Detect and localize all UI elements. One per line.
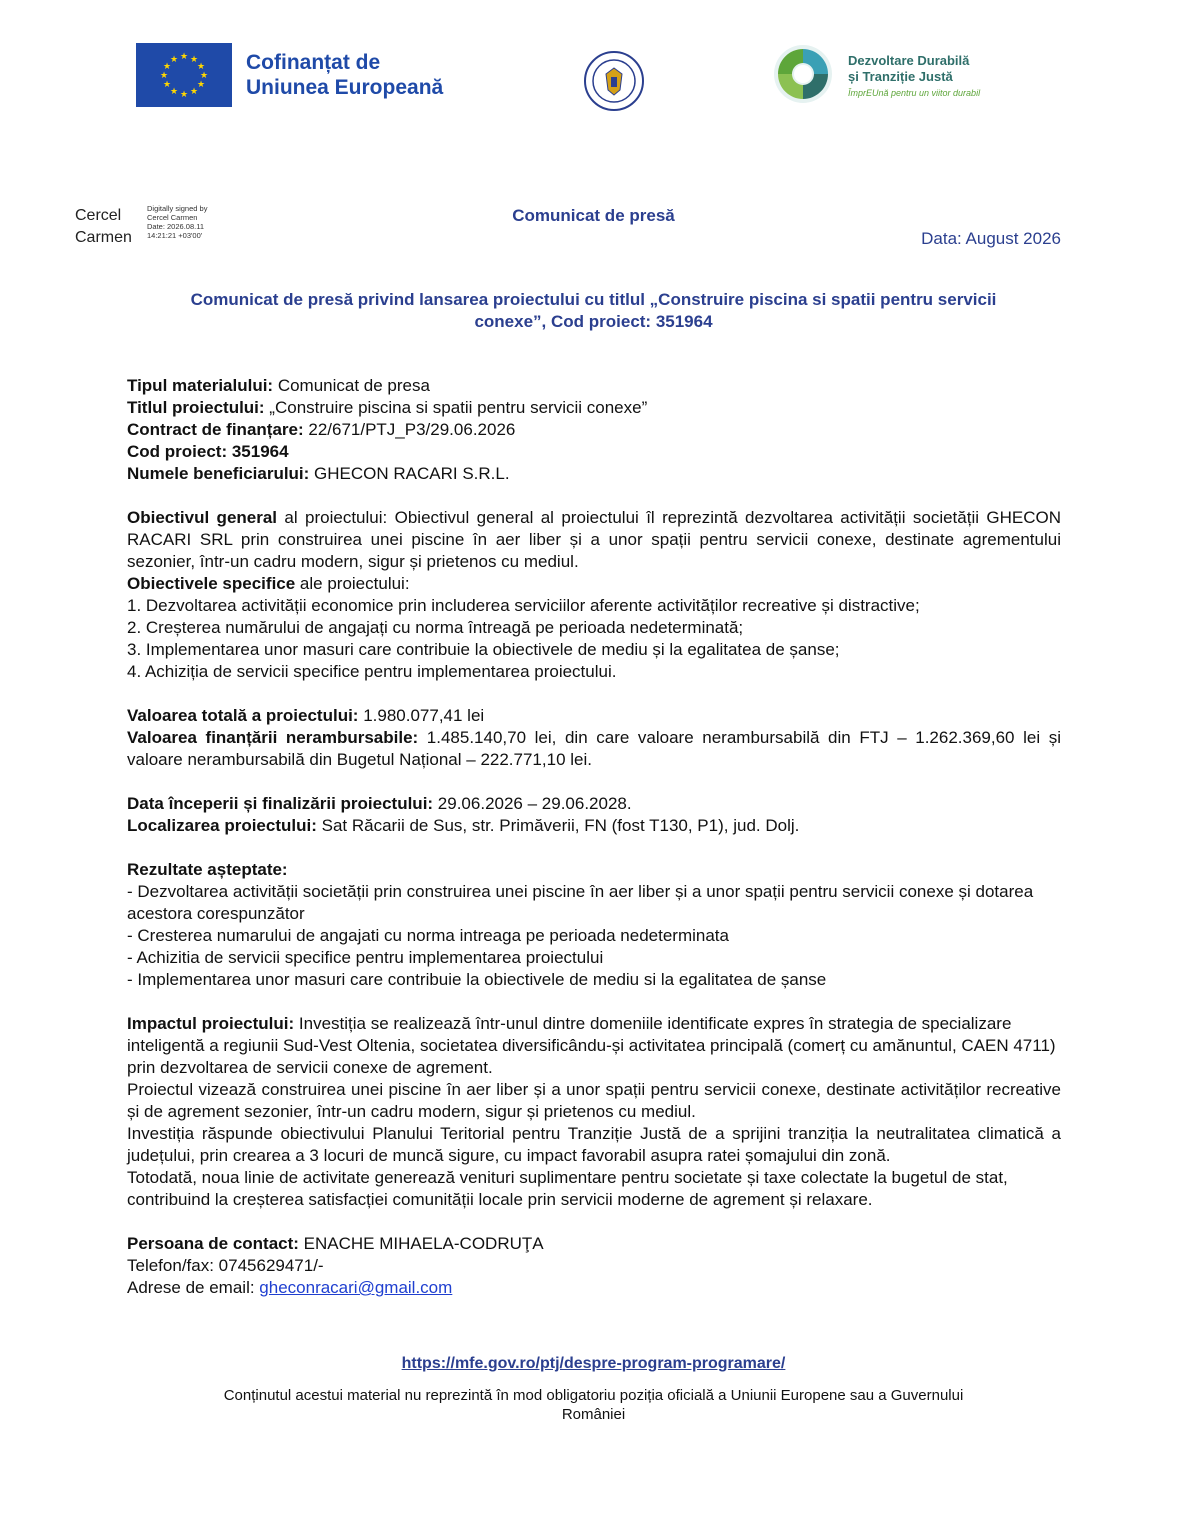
info-code-value: 351964 [227, 442, 289, 461]
svg-text:★: ★ [162, 62, 172, 72]
list-item: - Dezvoltarea activității societății prin construirea unei piscine în aer liber și a unor spații pentru servicii conexe și dotarea acestora corespunzător [127, 882, 1034, 923]
svg-text:★: ★ [189, 87, 199, 97]
info-type-value: Comunicat de presa [273, 376, 430, 395]
list-item: - Implementarea unor masuri care contribuie la obiectivele de mediu si la egalitatea de șanse [127, 970, 827, 989]
svg-text:★: ★ [196, 62, 206, 72]
impact-paragraph-2: Proiectul vizează construirea unei piscine în aer liber și a unor spații pentru servicii conexe, destinate activităților recreative și de agrement sezonier, într-un cadru modern, sigur și prietenos cu mediul. [127, 1080, 1061, 1121]
contact-person-label: Persoana de contact: [127, 1234, 299, 1253]
eu-text-line1: Cofinanțat de [246, 51, 381, 74]
info-contract [127, 419, 1061, 441]
eu-flag-logo [136, 43, 232, 107]
general-objective-text: al proiectului: Obiectivul general al proiectului îl reprezintă dezvoltarea activității societății GHECON RACARI SRL prin construirea unei piscine în aer liber și a unor spații pentru servicii conexe, destinate agrementului sezonier, într-un cadru modern, sigur și prietenos cu mediul. [127, 508, 1061, 571]
footer-link [0, 1355, 1187, 1373]
list-item: - Cresterea numarului de angajati cu norma intreaga pe perioada nedeterminata [127, 926, 729, 945]
main-title-line1: Comunicat de presă privind lansarea proiectului cu titlul „Construire piscina si spatii pentru servicii [190, 290, 997, 309]
info-code-label: Cod proiect: [127, 442, 228, 461]
info-beneficiary-value: GHECON RACARI S.R.L. [309, 464, 510, 483]
list-item: 1. Dezvoltarea activității economice prin includerea serviciilor aferente activităților recreative și distractive; [127, 596, 920, 615]
list-item: 2. Creșterea numărului de angajați cu norma întreagă pe perioada nedeterminată; [127, 618, 744, 637]
svg-text:★: ★ [169, 87, 179, 97]
main-title-line2: conexe”, Cod proiect: 351964 [474, 312, 713, 331]
contact-email-label: Adrese de email: [127, 1278, 260, 1297]
info-code [127, 441, 1061, 463]
contact-person [127, 1233, 1061, 1255]
general-objective [127, 507, 1061, 573]
signature-meta-line1: Digitally signed by [147, 204, 208, 213]
total-value-amount: 1.980.077,41 lei [358, 706, 485, 725]
document-date: Data: August 2026 [921, 229, 1061, 248]
general-objective-label: Obiectivul general [127, 508, 278, 527]
total-value-label: Valoarea totală a proiectului: [127, 706, 359, 725]
info-type-label: Tipul materialului: [127, 376, 274, 395]
svg-text:★: ★ [159, 71, 169, 81]
contact-email [127, 1277, 1061, 1299]
info-contract-value: 22/671/PTJ_P3/29.06.2026 [303, 420, 516, 439]
info-title-value: „Construire piscina si spatii pentru servicii conexe” [264, 398, 648, 417]
impact-paragraph-4: Totodată, noua linie de activitate generează venituri suplimentare pentru societate și taxe colectate la bugetul de stat, contribuind la creșterea satisfacției comunității locale prin servicii moderne de agrement și relaxare. [127, 1168, 1008, 1209]
impact-paragraph-3: Investiția răspunde obiectivului Planului Teritorial pentru Tranziție Justă de a sprijini tranziția la neutralitatea climatică a județului, prin crearea a 3 locuri de muncă sigure, cu impact favorabil asupra ratei șomajului din zonă. [127, 1124, 1061, 1165]
info-title [127, 397, 1061, 419]
nonrefundable-value-label: Valoarea finanțării nerambursabile: [127, 728, 419, 747]
svg-text:★: ★ [199, 71, 209, 81]
list-item: - Achizitia de servicii specifice pentru implementarea proiectului [127, 948, 604, 967]
signature-meta-line3: Date: 2026.08.11 [147, 222, 204, 231]
signature-meta-line4: 14:21:21 +03'00' [147, 231, 203, 240]
specific-objectives-text: ale proiectului: [295, 574, 410, 593]
info-beneficiary [127, 463, 1061, 485]
signature-name-line1: Cercel [75, 207, 122, 224]
ptj-tagline: ÎmprEUnă pentru un viitor durabil [848, 88, 981, 98]
list-item: 3. Implementarea unor masuri care contribuie la obiectivele de mediu și la egalitatea de șanse; [127, 640, 840, 659]
disclaimer-line2: României [561, 1406, 626, 1423]
svg-text:★: ★ [179, 90, 189, 100]
project-location-label: Localizarea proiectului: [127, 816, 317, 835]
project-location-value: Sat Răcarii de Sus, str. Primăverii, FN (fost T130, P1), jud. Dolj. [316, 816, 800, 835]
contact-person-value: ENACHE MIHAELA-CODRUŢA [298, 1234, 544, 1253]
svg-text:★: ★ [189, 55, 199, 65]
document-type: Comunicat de presă [512, 206, 675, 225]
impact-label: Impactul proiectului: [127, 1014, 295, 1033]
impact-text-1: Investiția se realizează într-unul dintre domeniile identificate expres în strategia de specializare inteligentă a regiunii Sud-Vest Oltenia, societatea diversificându-și activitatea principală (comerț cu amănuntul, CAEN 4711) prin dezvoltarea de servicii conexe de agrement. [127, 1014, 1056, 1077]
email-link[interactable]: gheconracari@gmail.com [259, 1278, 453, 1297]
project-dates [127, 793, 1061, 815]
signature-name-line2: Carmen [75, 229, 132, 246]
nonrefundable-value-amount: 1.485.140,70 lei, din care valoare nerambursabilă din FTJ – 1.262.369,60 lei și valoare nerambursabilă din Bugetul Național – 222.771,10 lei. [127, 728, 1061, 769]
program-website-link[interactable]: https://mfe.gov.ro/ptj/despre-program-programare/ [401, 1355, 786, 1372]
government-seal-icon [583, 50, 645, 112]
expected-results-heading: Rezultate așteptate: [127, 860, 288, 879]
eu-text-line2: Uniunea Europeană [246, 76, 444, 99]
project-dates-value: 29.06.2026 – 29.06.2028. [433, 794, 632, 813]
project-dates-label: Data începerii și finalizării proiectului: [127, 794, 434, 813]
ptj-title [848, 53, 969, 85]
disclaimer-line1: Conținutul acestui material nu reprezintă în mod obligatoriu poziția oficială a Uniunii Europene sau a Guvernului [223, 1387, 964, 1404]
info-contract-label: Contract de finanțare: [127, 420, 304, 439]
svg-text:★: ★ [169, 55, 179, 65]
ptj-logo-icon [772, 43, 834, 105]
disclaimer [150, 1386, 1037, 1424]
document-body [127, 375, 1061, 1299]
specific-objectives-label: Obiectivele specifice [127, 574, 296, 593]
nonrefundable-value [127, 727, 1061, 771]
total-value [127, 705, 1061, 727]
project-location [127, 815, 1061, 837]
signature-meta-line2: Cercel Carmen [147, 213, 198, 222]
specific-objectives [127, 573, 1061, 595]
list-item: 4. Achiziția de servicii specifice pentru implementarea proiectului. [127, 662, 617, 681]
ptj-title-line2: și Tranziție Justă [848, 69, 953, 84]
svg-text:★: ★ [179, 52, 189, 62]
info-beneficiary-label: Numele beneficiarului: [127, 464, 310, 483]
info-title-label: Titlul proiectului: [127, 398, 265, 417]
impact-paragraph-1 [127, 1013, 1061, 1079]
info-type [127, 375, 1061, 397]
svg-text:★: ★ [162, 80, 172, 90]
ptj-title-line1: Dezvoltare Durabilă [848, 53, 970, 68]
main-title [120, 289, 1067, 333]
contact-phone: Telefon/fax: 0745629471/- [127, 1256, 324, 1275]
expected-results-label [127, 859, 1061, 881]
svg-text:★: ★ [196, 80, 206, 90]
eu-cofinanced-text [246, 50, 443, 100]
